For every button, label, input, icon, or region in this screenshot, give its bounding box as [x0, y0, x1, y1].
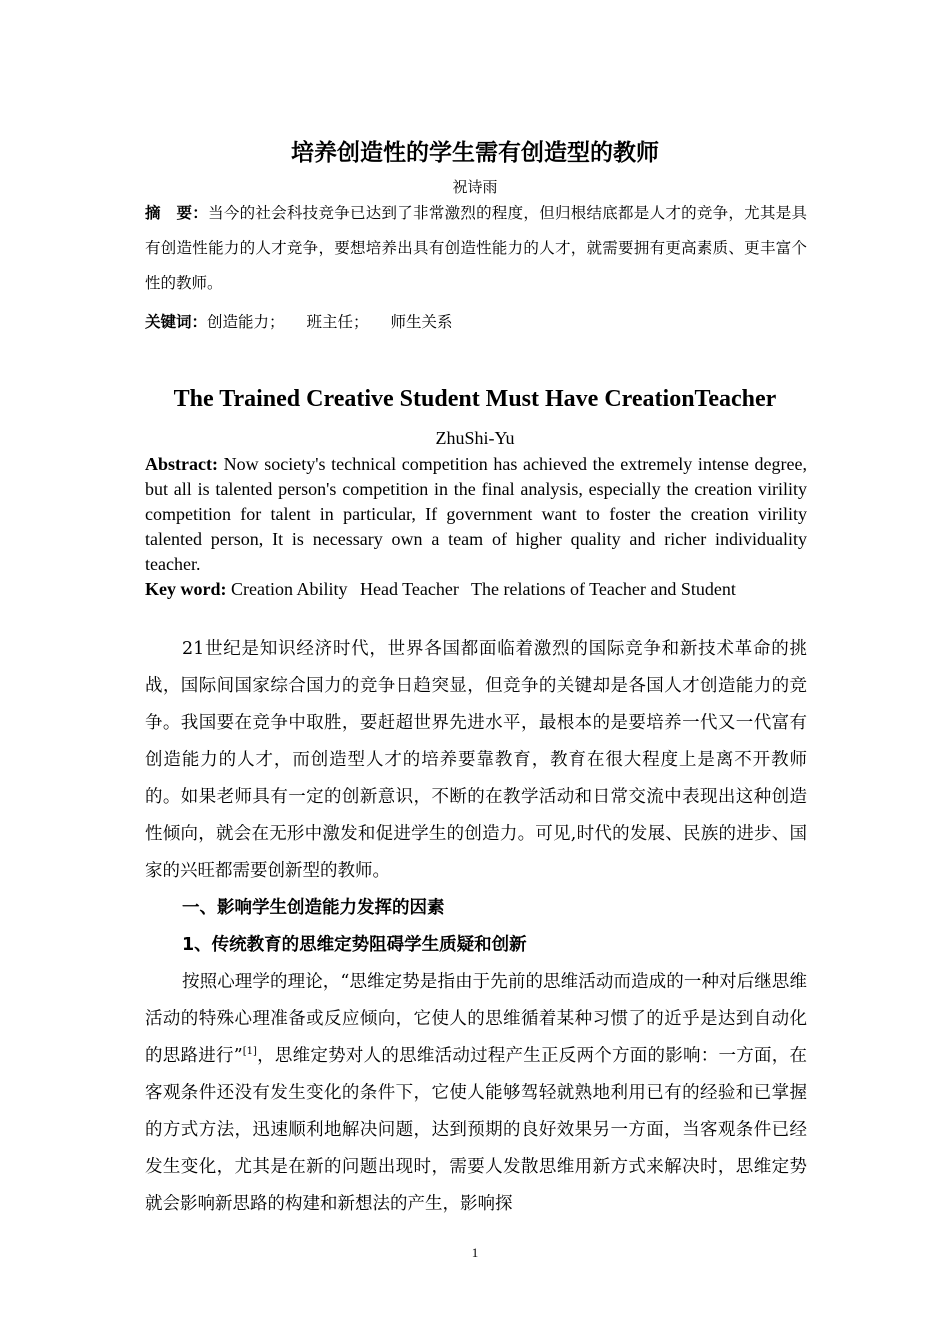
chinese-abstract-text: 当今的社会科技竞争已达到了非常激烈的程度，但归根结底都是人才的竞争，尤其是具有创造性能力的人才竞争，要想培养出具有创造性能力的人才，就需要拥有更高素质、更丰富个性的教师。 — [145, 204, 807, 292]
chinese-keywords-label: 关键词： — [145, 313, 208, 331]
english-keyword: The relations of Teacher and Student — [471, 579, 736, 599]
chinese-title: 培养创造性的学生需有创造型的教师 — [291, 140, 659, 166]
english-keywords-label: Key word: — [145, 579, 227, 599]
citation-reference[interactable]: [1] — [242, 1046, 257, 1058]
english-abstract-text: Now society's technical competition has achieved the extremely intense degree, but all is talented person's competition in the final analysis, especially the creation virility competition for talent in particular, If government want to foster the creation virility talented person, It is necessary own a team of higher quality and richer individuality teacher. — [145, 454, 807, 574]
body-text — [145, 631, 807, 1223]
chinese-abstract-label: 摘 要： — [145, 204, 209, 222]
english-keywords — [145, 577, 807, 602]
page-number: 1 — [471, 1245, 479, 1260]
chinese-author: 祝诗雨 — [452, 178, 498, 196]
chinese-keyword: 创造能力； — [207, 313, 285, 331]
subsection-heading: 1、传统教育的思维定势阻碍学生质疑和创新 — [182, 935, 527, 955]
english-title: The Trained Creative Student Must Have CreationTeacher — [173, 386, 777, 412]
english-keyword: Head Teacher — [359, 579, 459, 599]
paragraph-text: ，思维定势对人的思维活动过程产生正反两个方面的影响：一方面，在客观条件还没有发生变化的条件下，它使人能够驾轻就熟地利用已有的经验和已掌握的方式方法，迅速顺利地解决问题，达到预期的良好效果另一方面，当客观条件已经发生变化，尤其是在新的问题出现时，需要人发散思维用新方式来解决时，思维定势就会影响新思路的构建和新想法的产生，影响探 — [145, 1046, 807, 1214]
english-author: ZhuShi-Yu — [435, 428, 515, 448]
section-heading: 一、影响学生创造能力发挥的因素 — [182, 898, 445, 918]
body-paragraph — [145, 964, 807, 1223]
paragraph-text: 按照心理学的理论，“思维定势是指由于先前的思维活动而造成的一种对后继思维活动的特殊心理准备或反应倾向，它使人的思维循着某种习惯了的近乎是达到自动化的思路进行” — [145, 972, 807, 1066]
chinese-keywords — [145, 306, 807, 338]
chinese-keyword: 班主任； — [306, 313, 369, 331]
chinese-abstract — [145, 196, 807, 301]
chinese-keyword: 师生关系 — [390, 313, 453, 331]
english-abstract — [145, 452, 807, 577]
english-keyword: Creation Ability — [230, 579, 348, 599]
english-abstract-label: Abstract: — [145, 454, 218, 474]
body-paragraph: 21世纪是知识经济时代，世界各国都面临着激烈的国际竞争和新技术革命的挑战，国际间国家综合国力的竞争日趋突显，但竞争的关键却是各国人才创造能力的竞争。我国要在竞争中取胜，要赶超世界先进水平，最根本的是要培养一代又一代富有创造能力的人才，而创造型人才的培养要靠教育，教育在很大程度上是离不开教师的。如果老师具有一定的创新意识，不断的在教学活动和日常交流中表现出这种创造性倾向，就会在无形中激发和促进学生的创造力。可见,时代的发展、民族的进步、国家的兴旺都需要创新型的教师。 — [145, 639, 807, 881]
